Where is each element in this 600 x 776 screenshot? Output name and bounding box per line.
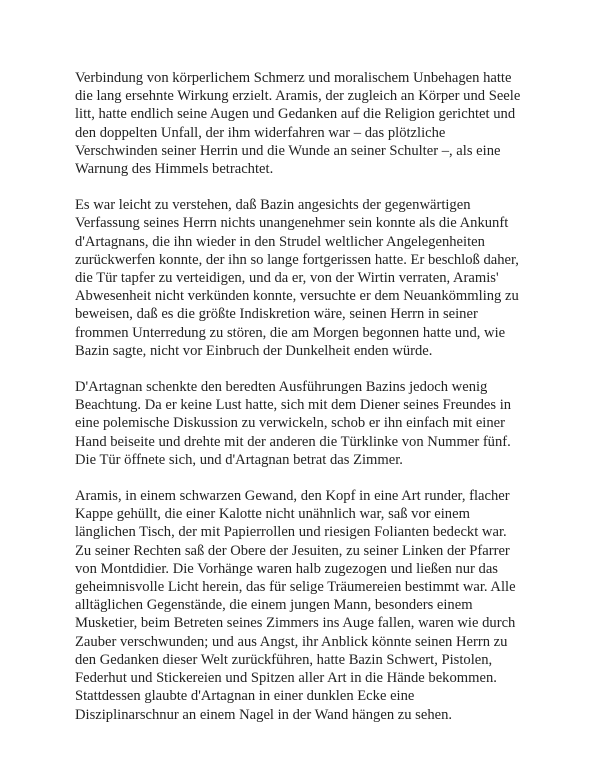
paragraph-4	[75, 487, 535, 724]
paragraph-3	[75, 378, 535, 469]
text-line: Bazin sagte, nicht vor Einbruch der Dunkelheit enden würde.	[75, 342, 433, 359]
text-line: eine polemische Diskussion zu verwickeln, schob er ihn einfach mit einer	[75, 415, 505, 432]
text-line: D'Artagnan schenkte den beredten Ausführungen Bazins jedoch wenig	[75, 379, 488, 396]
text-line: Warnung des Himmels betrachtet.	[75, 161, 274, 178]
text-line: Stattdessen glaubte d'Artagnan in einer dunklen Ecke eine	[75, 688, 415, 705]
text-line: frommen Unterredung zu stören, die am Morgen begonnen hatte und, wie	[75, 324, 506, 341]
text-line: Musketier, beim Betreten seines Zimmers ins Auge fallen, waren wie durch	[75, 615, 516, 632]
text-line: Verfassung seines Herrn nichts unangenehmer sein konnte als die Ankunft	[75, 215, 509, 232]
body-text	[75, 69, 535, 742]
text-line: d'Artagnans, die ihn wieder in den Strudel weltlicher Angelegenheiten	[75, 233, 485, 250]
text-line: Es war leicht zu verstehen, daß Bazin angesichts der gegenwärtigen	[75, 197, 471, 214]
text-line: zurückwerfen konnte, der ihn so lange fortgerissen hatte. Er beschloß daher,	[75, 251, 519, 268]
text-line: die lang ersehnte Wirkung erzielt. Aramis, der zugleich an Körper und Seele	[75, 88, 521, 105]
text-line: den doppelten Unfall, der ihm widerfahren war – das plötzliche	[75, 124, 446, 141]
text-line: Beachtung. Da er keine Lust hatte, sich mit dem Diener seines Freundes in	[75, 397, 512, 414]
text-line: geheimnisvolle Licht herein, das für selige Träumereien bestimmt war. Alle	[75, 579, 516, 596]
text-line: Verbindung von körperlichem Schmerz und moralischem Unbehagen hatte	[75, 70, 512, 86]
text-line: Zauber verschwunden; und aus Angst, ihr Anblick könnte seinen Herrn zu	[75, 633, 508, 650]
text-line: Verschwinden seiner Herrin und die Wunde an seiner Schulter –, als eine	[75, 142, 501, 159]
paragraph-1	[75, 69, 535, 178]
text-line: Die Tür öffnete sich, und d'Artagnan betrat das Zimmer.	[75, 451, 403, 468]
paragraph-2	[75, 196, 535, 360]
text-line: Disziplinarschnur an einem Nagel in der Wand hängen zu sehen.	[75, 706, 453, 723]
text-line: Zu seiner Rechten saß der Obere der Jesuiten, zu seiner Linken der Pfarrer	[75, 542, 510, 559]
text-line: die Tür tapfer zu verteidigen, und da er, von der Wirtin verraten, Aramis'	[75, 270, 499, 287]
text-line: Federhut und Stickereien und Spitzen aller Art in die Hände bekommen.	[75, 670, 497, 687]
text-line: von Montdidier. Die Vorhänge waren halb zugezogen und ließen nur das	[75, 560, 498, 577]
text-line: Hand beiseite und drehte mit der anderen die Türklinke von Nummer fünf.	[75, 433, 511, 450]
text-line: Abwesenheit nicht verkünden konnte, versuchte er dem Neuankömmling zu	[75, 288, 519, 305]
text-line: länglichen Tisch, der mit Papierrollen und riesigen Folianten bedeckt war.	[75, 524, 507, 541]
text-line: beweisen, daß es die größte Indiskretion wäre, seinen Herrn in seiner	[75, 306, 478, 323]
text-line: litt, hatte endlich seine Augen und Gedanken auf die Religion gerichtet und	[75, 106, 516, 123]
text-line: Aramis, in einem schwarzen Gewand, den Kopf in eine Art runder, flacher	[75, 488, 510, 505]
text-line: alltäglichen Gegenstände, die einem jungen Mann, besonders einem	[75, 597, 473, 614]
text-line: den Gedanken dieser Welt zurückführen, hatte Bazin Schwert, Pistolen,	[75, 651, 493, 668]
text-line: Kappe gehüllt, die einer Kalotte nicht unähnlich war, saß vor einem	[75, 506, 470, 523]
